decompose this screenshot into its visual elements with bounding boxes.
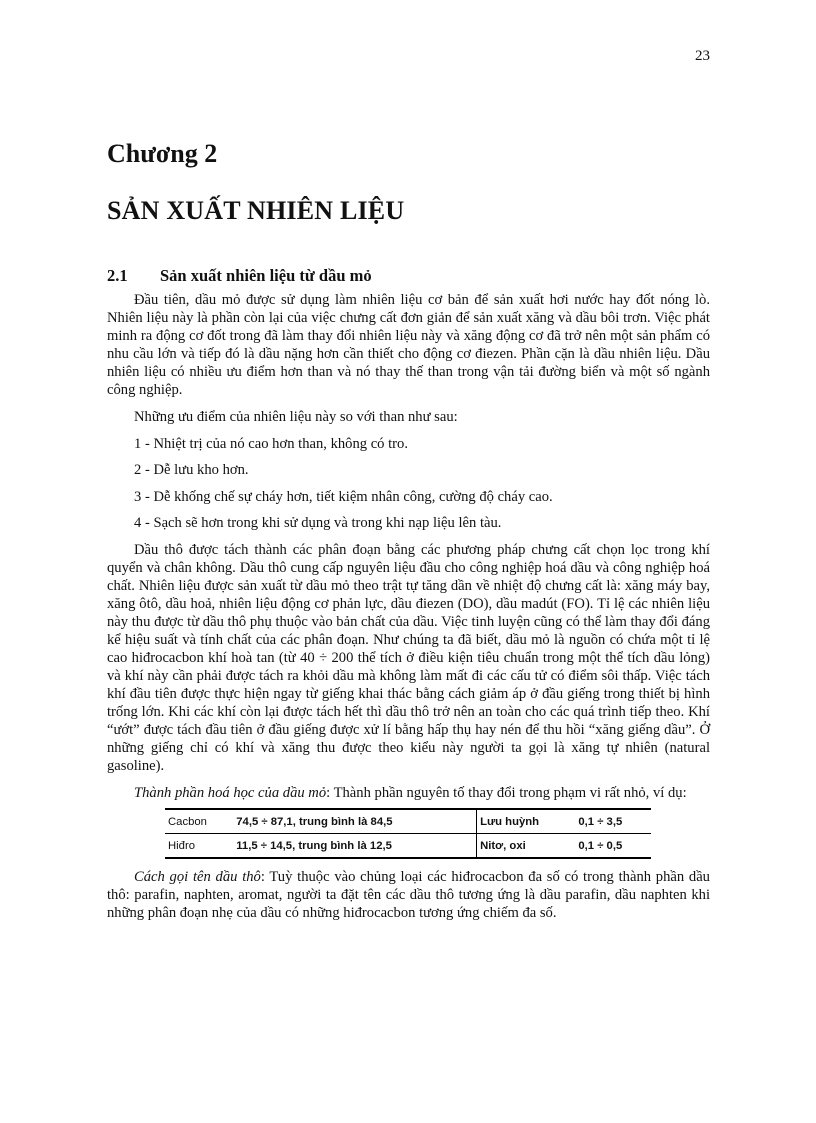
table-cell-element: Lưu huỳnh — [477, 809, 576, 834]
advantage-item-4: 4 - Sạch sẽ hơn trong khi sử dụng và trong khi nạp liệu lên tàu. — [134, 515, 502, 532]
advantage-item-2: 2 - Dễ lưu kho hơn. — [134, 462, 249, 479]
table-cell-value: 11,5 ÷ 14,5, trung bình là 12,5 — [233, 833, 476, 858]
composition-table — [165, 808, 651, 859]
table-row — [165, 809, 651, 834]
advantage-item-1: 1 - Nhiệt trị của nó cao hơn than, không có tro. — [134, 435, 408, 452]
paragraph-intro: Đầu tiên, dầu mỏ được sử dụng làm nhiên liệu cơ bản để sản xuất hơi nước hay đốt nóng lò. Nhiên liệu này là phần còn lại của việc chưng cất đơn giản để sản xuất xăng và dầu bôi trơn. Việc phát minh ra động cơ đốt trong đã làm thay đổi nhiên liệu này và xăng động cơ đã trở nên một sản phẩm có nhu cầu lớn và tiếp đó là dầu nặng hơn cần thiết cho động cơ điezen. Phần cặn là dầu nhiên liệu. Dầu nhiên liệu có nhiều ưu điểm hơn than và nó thay thế than trong vận tải đường biển và một số ngành công nghiệp. — [107, 292, 710, 398]
table-row — [165, 833, 651, 858]
table-cell-value: 0,1 ÷ 3,5 — [575, 809, 651, 834]
table-cell-value: 0,1 ÷ 0,5 — [575, 833, 651, 858]
chapter-title: SẢN XUẤT NHIÊN LIỆU — [107, 196, 405, 225]
section-heading — [107, 266, 372, 286]
naming-text: : Tuỳ thuộc vào chủng loại các hiđrocacbon đa số có trong thành phần dầu thô: parafin, naphten, aromat, người ta đặt tên các dầu thô tương ứng là dầu parafin, dầu naphten khi những phân đoạn nhẹ của dầu có những hiđrocacbon tương ứng chiếm đa số. — [107, 868, 710, 921]
table-cell-element: Hiđro — [165, 833, 233, 858]
paragraph-naming — [107, 868, 710, 922]
paragraph-crude-separation: Dầu thô được tách thành các phân đoạn bằng các phương pháp chưng cất chọn lọc trong khí quyển và chân không. Dầu thô cung cấp nguyên liệu đầu cho công nghiệp hoá dầu và công nghiệp hoá chất. Nhiên liệu được sản xuất từ dầu mỏ theo trật tự tăng dần về nhiệt độ chưng cất là: xăng máy bay, xăng ôtô, dầu hoả, nhiên liệu động cơ phản lực, dầu điezen (DO), dầu madút (FO). Tỉ lệ các nhiên liệu này thu được từ dầu thô phụ thuộc vào bản chất của dầu. Việc tinh luyện cũng có thể làm thay đổi đáng kể hiệu suất và tính chất của các phân đoạn. Như chúng ta đã biết, dầu mỏ là nguồn có chứa một tỉ lệ cao hiđrocacbon khí hoà tan (từ 40 ÷ 200 thể tích ở điều kiện tiêu chuẩn trong một thể tích dầu lỏng) và khí này cần phải được tách ra khỏi dầu mà không làm mất đi các cấu tử có điểm sôi thấp. Việc tách khí đầu tiên được thực hiện ngay từ giếng khai thác bằng cách giảm áp ở đầu giếng trong thiết bị hình trống lớn. Khi các khí còn lại được tách hết thì dầu thô trở nên an toàn cho các quá trình tiếp theo. Khí “ướt” được tách đầu tiên ở đầu giếng được xử lí bằng hấp thụ hay nén để thu hồi “xăng giếng dầu”. Ở những giếng chỉ có khí và xăng thu được theo kiểu này người ta gọi là xăng tự nhiên (natural gasoline). — [107, 541, 710, 774]
table-cell-element: Cacbon — [165, 809, 233, 834]
advantage-item-3: 3 - Dễ khống chế sự cháy hơn, tiết kiệm nhân công, cường độ cháy cao. — [134, 488, 553, 505]
table-cell-value: 74,5 ÷ 87,1, trung bình là 84,5 — [233, 809, 476, 834]
section-number: 2.1 — [107, 266, 128, 285]
page-number: 23 — [695, 48, 710, 64]
naming-label: Cách gọi tên dầu thô — [134, 868, 261, 885]
composition-text: : Thành phần nguyên tố thay đổi trong phạm vi rất nhỏ, ví dụ: — [326, 784, 687, 801]
body-content — [107, 291, 710, 931]
composition-label: Thành phần hoá học của dầu mỏ — [134, 784, 327, 801]
section-title: Sản xuất nhiên liệu từ dầu mỏ — [160, 266, 372, 285]
chapter-label: Chương 2 — [107, 139, 218, 168]
paragraph-composition — [107, 784, 710, 802]
paragraph-advantages-intro: Những ưu điểm của nhiên liệu này so với than như sau: — [134, 409, 458, 425]
table-cell-element: Nitơ, oxi — [477, 833, 576, 858]
